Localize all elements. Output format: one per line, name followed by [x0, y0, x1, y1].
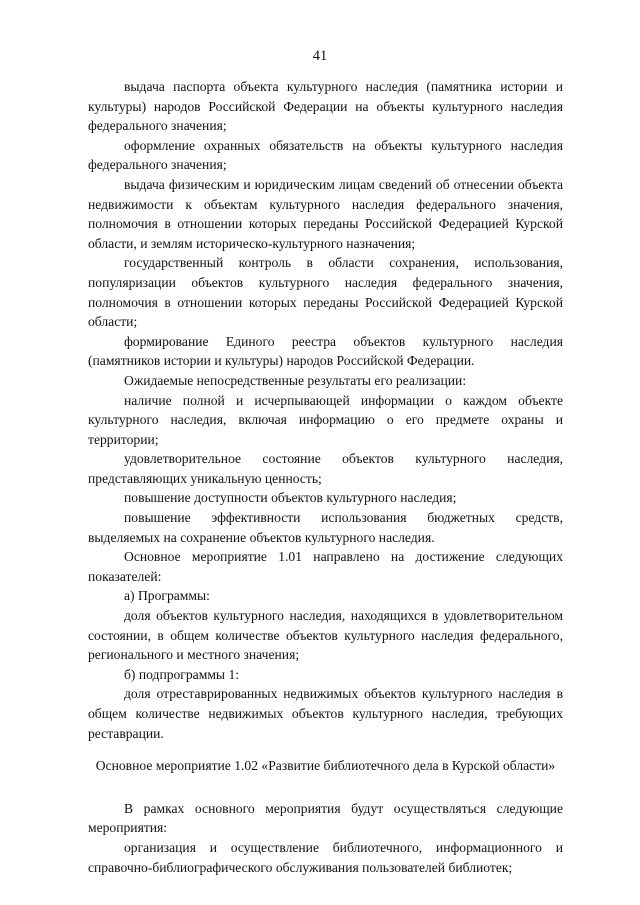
paragraph-indicators-intro: Основное мероприятие 1.01 направлено на достижение следующих показателей:: [88, 549, 563, 584]
paragraph-result-information: наличие полной и исчерпывающей информации о каждом объекте культурного наследия, включая информацию о его предмете охраны и территории;: [88, 392, 563, 447]
paragraph-library-services: организация и осуществление библиотечного, информационного и справочно-библиографического обслуживания пользователей библиотек;: [88, 839, 563, 875]
paragraph-state-control: государственный контроль в области сохранения, использования, популяризации объектов культурного наследия федерального значения, полномочия в отношении которых переданы Российской Федерацией Курской области;: [88, 255, 563, 330]
paragraph-result-efficiency: повышение эффективности использования бюджетных средств, выделяемых на сохранение объектов культурного наследия.: [88, 510, 563, 545]
section-heading: Основное мероприятие 1.02 «Развитие библиотечного дела в Курской области»: [95, 758, 556, 774]
paragraph-activities-intro: В рамках основного мероприятия будут осуществляться следующие мероприятия:: [88, 800, 563, 836]
paragraph-result-condition: удовлетворительное состояние объектов культурного наследия, представляющих уникальную ценность;: [88, 451, 563, 486]
document-body: [88, 77, 563, 877]
page-number: 41: [312, 48, 328, 64]
paragraph-information-issuance: выдача физическим и юридическим лицам сведений об отнесении объекта недвижимости к объектам культурного наследия федерального значения, полномочия в отношении которых переданы Российской Федерацией Курской области, и землям историческо-культурного назначения;: [88, 176, 563, 251]
paragraph-program-label: а) Программы:: [124, 588, 210, 604]
paragraph-registry-formation: формирование Единого реестра объектов культурного наследия (памятников истории и культуры) народов Российской Федерации.: [88, 333, 563, 369]
paragraph-expected-results-intro: Ожидаемые непосредственные результаты его реализации:: [124, 372, 467, 388]
paragraph-subprogram-label: б) подпрограммы 1:: [124, 666, 240, 682]
paragraph-result-accessibility: повышение доступности объектов культурного наследия;: [124, 490, 457, 506]
paragraph-program-indicator: доля объектов культурного наследия, находящихся в удовлетворительном состоянии, в общем количестве объектов культурного наследия федерального, регионального и местного значения;: [88, 608, 563, 663]
paragraph-protection-obligations: оформление охранных обязательств на объекты культурного наследия федерального значения;: [88, 137, 563, 173]
paragraph-passport-issuance: выдача паспорта объекта культурного наследия (памятника истории и культуры) народов Российской Федерации на объекты культурного наследия федерального значения;: [88, 79, 563, 134]
paragraph-subprogram-indicator: доля отреставрированных недвижимых объектов культурного наследия в общем количестве недвижимых объектов культурного наследия, требующих реставрации.: [88, 686, 563, 741]
